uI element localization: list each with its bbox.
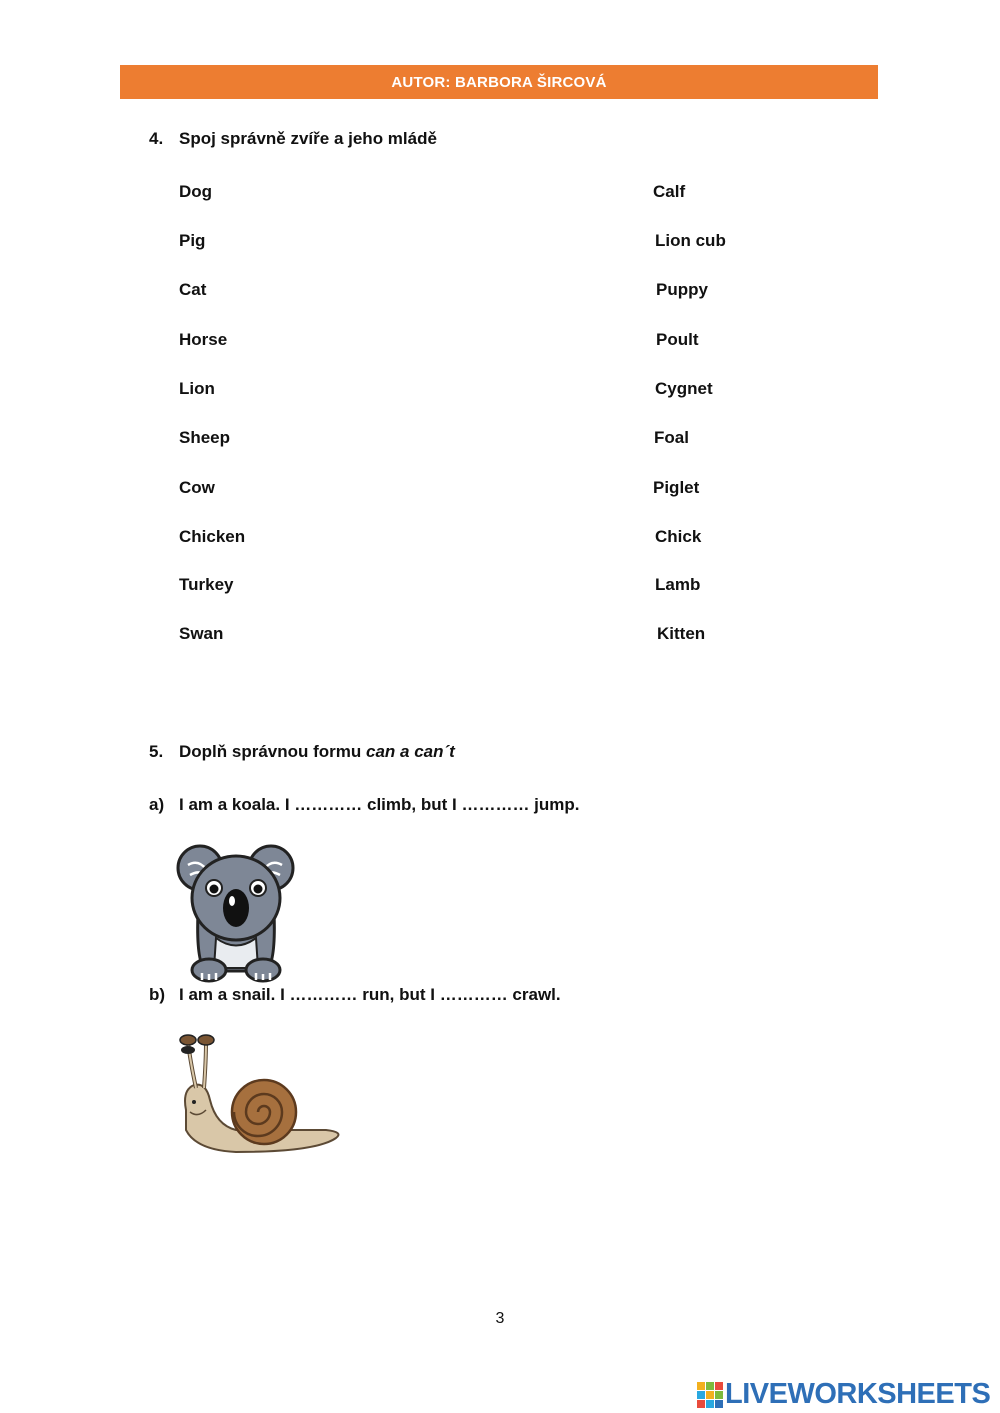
young-word[interactable]: Calf (653, 182, 686, 201)
animal-word[interactable]: Turkey (179, 575, 234, 594)
young-word[interactable]: Piglet (653, 478, 700, 497)
logo-text: LIVEWORKSHEETS (725, 1378, 991, 1410)
instruction-italic: can a can´t (366, 742, 455, 761)
exercise-5-instruction (179, 742, 455, 762)
item-a-label: a) (149, 795, 165, 814)
animal-word[interactable]: Pig (179, 231, 206, 250)
young-word[interactable]: Poult (656, 330, 699, 349)
animal-word[interactable]: Lion (179, 379, 215, 398)
animal-word[interactable]: Cat (179, 280, 207, 299)
koala-illustration (176, 843, 296, 983)
instruction-text: Doplň správnou formu (179, 742, 366, 761)
exercise-4-instruction: Spoj správně zvíře a jeho mládě (179, 129, 437, 148)
young-word[interactable]: Chick (655, 527, 702, 546)
animal-word[interactable]: Dog (179, 182, 213, 201)
animal-word[interactable]: Cow (179, 478, 215, 497)
young-word[interactable]: Lion cub (655, 231, 726, 250)
animal-word[interactable]: Chicken (179, 527, 246, 546)
young-word[interactable]: Cygnet (655, 379, 713, 398)
animal-word[interactable]: Swan (179, 624, 224, 643)
animal-word[interactable]: Horse (179, 330, 228, 349)
young-word[interactable]: Puppy (656, 280, 708, 299)
page-number: 3 (495, 1310, 505, 1327)
item-b-sentence[interactable]: I am a snail. I ………… run, but I ………… crawl. (179, 985, 561, 1004)
animal-word[interactable]: Sheep (179, 428, 231, 447)
liveworksheets-logo (697, 1378, 990, 1411)
item-b-label: b) (149, 985, 166, 1004)
author-label: AUTOR: BARBORA ŠIRCOVÁ (391, 73, 607, 91)
item-a-sentence[interactable]: I am a koala. I ………… climb, but I ………… jump. (179, 795, 580, 814)
young-word[interactable]: Kitten (657, 624, 706, 643)
author-header (120, 65, 878, 99)
young-word[interactable]: Foal (654, 428, 689, 447)
snail-illustration (176, 1030, 346, 1160)
logo-blocks-icon (697, 1382, 723, 1408)
exercise-5-number: 5. (149, 742, 164, 761)
exercise-4-number: 4. (149, 129, 164, 148)
young-word[interactable]: Lamb (655, 575, 701, 594)
